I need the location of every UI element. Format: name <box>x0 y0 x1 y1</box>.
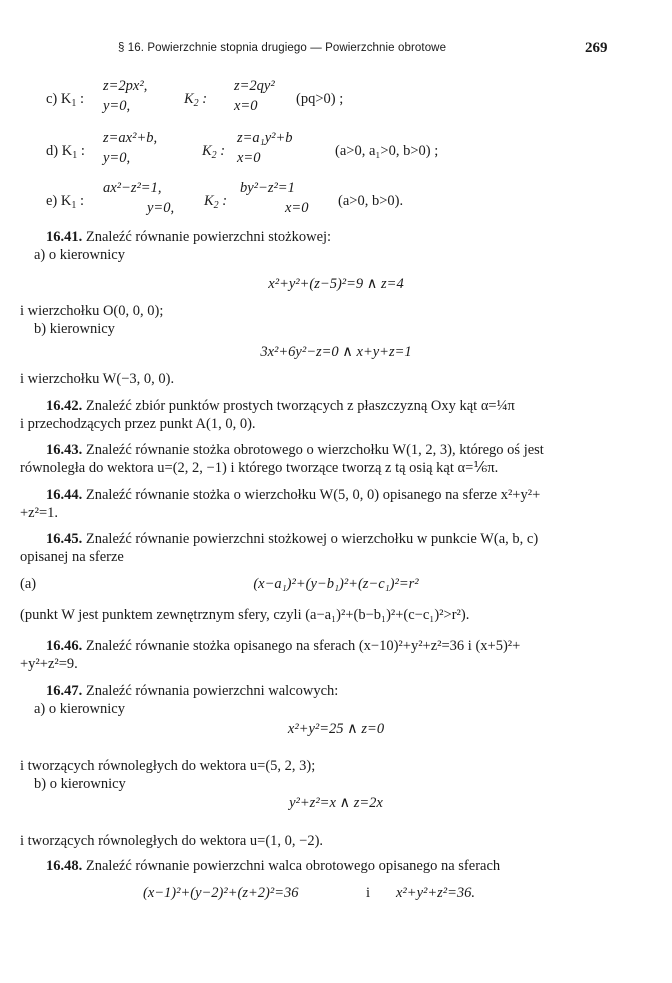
problem-16-45-line1: 16.45. Znaleźć równanie powierzchni stożkowej o wierzchołku w punkcie W(a, b, c) <box>46 531 539 547</box>
problem-16-46-line2: +y²+z²=9. <box>20 656 78 672</box>
curve-c-k2-eq2: x=0 <box>234 98 258 114</box>
page-number: 269 <box>585 40 608 56</box>
problem-16-45-note: (punkt W jest punktem zewnętrznym sfery, czyli (a−a₁)²+(b−b₁)²+(c−c₁)²>r²). <box>20 607 470 623</box>
curve-d-k2-eq2: x=0 <box>237 150 261 166</box>
problem-16-45-equation-label: (a) <box>20 576 37 592</box>
problem-16-47: 16.47. Znaleźć równania powierzchni walcowych: <box>46 683 339 699</box>
problem-16-48-equation-2: x²+y²+z²=36. <box>396 885 476 901</box>
problem-16-41-a-label: a) o kierownicy <box>34 247 125 263</box>
problem-16-41-b-vertex: i wierzchołku W(−3, 0, 0). <box>20 371 175 387</box>
problem-16-48-conjunction: i <box>366 885 371 901</box>
problem-16-43-line1: 16.43. Znaleźć równanie stożka obrotowego o wierzchołku W(1, 2, 3), którego oś jest <box>46 442 544 458</box>
curve-c-k2-eq1: z=2qy² <box>234 78 275 94</box>
problem-16-42-line2: i przechodzących przez punkt A(1, 0, 0). <box>20 416 256 432</box>
curve-d-k1-eq2: y=0, <box>103 150 131 166</box>
problem-16-47-b-generators: i tworzących równoległych do wektora u=(1, 0, −2). <box>20 833 324 849</box>
curve-e-label: e) $K_1$ : <box>46 193 85 211</box>
curve-c-condition: (pq>0) ; <box>296 91 344 107</box>
curve-e-k2-eq1: by²−z²=1 <box>240 180 295 196</box>
curve-e-k2-label: $K_2$ : <box>204 193 228 211</box>
problem-16-48-equation-1: (x−1)²+(y−2)²+(z+2)²=36 <box>143 885 299 901</box>
curve-e-condition: (a>0, b>0). <box>338 193 404 209</box>
curve-c-k1-eq2: y=0, <box>103 98 131 114</box>
problem-16-47-a-generators: i tworzących równoległych do wektora u=(5, 2, 3); <box>20 758 316 774</box>
problem-16-43-line2: równoległa do wektora u=(2, 2, −1) i którego tworzące tworzą z tą osią kąt α=⅙π. <box>20 460 499 476</box>
problem-16-45-line2: opisanej na sferze <box>20 549 124 565</box>
curve-d-k2-eq1: z=a₁y²+b <box>237 130 293 146</box>
curve-e-k2-eq2: x=0 <box>285 200 309 216</box>
running-header: § 16. Powierzchnie stopnia drugiego — Powierzchnie obrotowe <box>118 42 447 54</box>
problem-16-48: 16.48. Znaleźć równanie powierzchni walca obrotowego opisanego na sferach <box>46 858 501 874</box>
problem-16-47-b-equation: y²+z²=x ∧ z=2x <box>289 795 383 811</box>
curve-e-k1-eq2: y=0, <box>147 200 175 216</box>
curve-e-k1-eq1: ax²−z²=1, <box>103 180 162 196</box>
problem-16-45-equation: (x−a₁)²+(y−b₁)²+(z−c₁)²=r² <box>253 576 419 592</box>
problem-16-41: 16.41. Znaleźć równanie powierzchni stożkowej: <box>46 229 332 245</box>
curve-c-k2-label: $K_2$ : <box>184 91 208 109</box>
curve-c-label: c) $K_1$ : <box>46 91 85 109</box>
curve-d-label: d) $K_1$ : <box>46 143 85 161</box>
problem-16-41-a-vertex: i wierzchołku O(0, 0, 0); <box>20 303 164 319</box>
problem-16-44-line2: +z²=1. <box>20 505 59 521</box>
curve-d-k1-eq1: z=ax²+b, <box>103 130 158 146</box>
problem-16-41-b-equation: 3x²+6y²−z=0 ∧ x+y+z=1 <box>260 344 412 360</box>
problem-16-47-a-label: a) o kierownicy <box>34 701 125 717</box>
problem-16-47-a-equation: x²+y²=25 ∧ z=0 <box>287 721 385 737</box>
curve-d-condition: (a>0, a₁>0, b>0) ; <box>335 143 439 159</box>
problem-16-44-line1: 16.44. Znaleźć równanie stożka o wierzchołku W(5, 0, 0) opisanego na sferze x²+y²+ <box>46 487 541 503</box>
curve-d-k2-label: $K_2$ : <box>202 143 226 161</box>
problem-16-41-a-equation: x²+y²+(z−5)²=9 ∧ z=4 <box>268 276 404 292</box>
problem-16-42-line1: 16.42. Znaleźć zbiór punktów prostych tworzących z płaszczyzną Oxy kąt α=¼π <box>46 398 515 414</box>
curve-c-k1-eq1: z=2px², <box>103 78 148 94</box>
problem-16-47-b-label: b) o kierownicy <box>34 776 126 792</box>
problem-16-46-line1: 16.46. Znaleźć równanie stożka opisanego na sferach (x−10)²+y²+z²=36 i (x+5)²+ <box>46 638 521 654</box>
problem-16-41-b-label: b) kierownicy <box>34 321 115 337</box>
